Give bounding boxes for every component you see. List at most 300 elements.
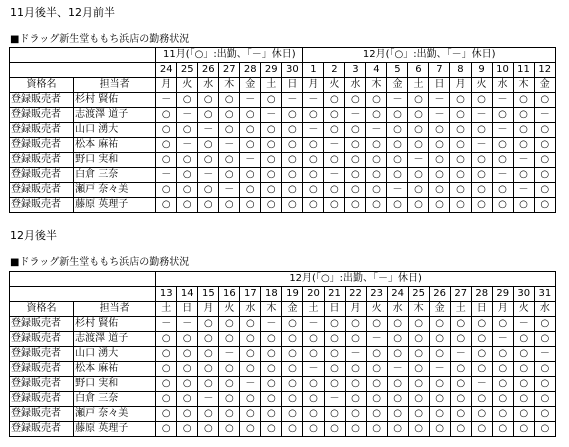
attendance-cell: ○ [219,198,240,213]
day-number: 8 [450,63,471,78]
qualification-cell: 登録販売者 [10,93,74,108]
day-number: 25 [177,63,198,78]
attendance-cell: ○ [156,332,177,347]
attendance-cell: ○ [513,377,534,392]
attendance-cell: － [240,377,261,392]
staff-name-cell: 山口 湧大 [74,123,156,138]
day-number: 26 [198,63,219,78]
attendance-cell: ○ [240,108,261,123]
attendance-cell: ○ [219,108,240,123]
attendance-cell: ○ [450,422,471,437]
attendance-cell: ○ [387,123,408,138]
attendance-cell: － [513,183,534,198]
attendance-cell: ○ [513,138,534,153]
qualification-cell: 登録販売者 [10,377,74,392]
qualification-column-header: 資格名 [10,78,74,93]
attendance-cell: ○ [177,183,198,198]
attendance-cell: ○ [219,362,240,377]
attendance-cell: ○ [471,347,492,362]
attendance-cell: ○ [513,332,534,347]
weekday: 木 [408,302,429,317]
weekday: 火 [471,78,492,93]
attendance-cell: ○ [198,183,219,198]
weekday: 水 [240,302,261,317]
attendance-cell: － [408,153,429,168]
day-number: 24 [156,63,177,78]
table-row [10,138,556,153]
day-number: 21 [324,287,345,302]
attendance-cell: ○ [261,93,282,108]
table-row [10,93,556,108]
attendance-cell: ○ [240,168,261,183]
attendance-cell: ○ [450,183,471,198]
attendance-cell: ○ [282,168,303,183]
attendance-cell: － [492,168,513,183]
attendance-cell: ○ [492,422,513,437]
day-number: 29 [492,287,513,302]
attendance-cell: － [513,317,534,332]
attendance-cell: ○ [198,332,219,347]
staff-name-cell: 瀬戸 奈々美 [74,183,156,198]
attendance-cell: － [261,108,282,123]
table-row [10,153,556,168]
attendance-cell: ○ [513,347,534,362]
weekday: 日 [324,302,345,317]
attendance-cell: ○ [471,332,492,347]
staff-name-cell: 松本 麻祐 [74,138,156,153]
attendance-cell: － [345,347,366,362]
attendance-cell: ○ [303,108,324,123]
qualification-cell: 登録販売者 [10,347,74,362]
weekday: 木 [366,78,387,93]
weekday: 金 [429,302,450,317]
staff-column-header: 担当者 [74,78,156,93]
attendance-cell: ○ [156,153,177,168]
weekday: 水 [492,78,513,93]
attendance-cell: ○ [303,377,324,392]
day-number-row [10,287,556,302]
weekday: 金 [534,78,555,93]
attendance-cell: － [429,362,450,377]
attendance-cell: ○ [261,422,282,437]
attendance-cell: ○ [387,138,408,153]
table-row [10,332,556,347]
attendance-cell: ○ [345,362,366,377]
month-header-dec: 12月(「○」:出勤、「－」休日) [156,272,556,287]
attendance-cell: ○ [471,93,492,108]
qualification-cell: 登録販売者 [10,153,74,168]
attendance-cell: ○ [513,168,534,183]
attendance-cell: ○ [408,317,429,332]
attendance-cell: ○ [534,362,555,377]
attendance-cell: － [219,138,240,153]
attendance-cell: ○ [387,108,408,123]
attendance-cell: ○ [534,377,555,392]
attendance-cell: ○ [450,392,471,407]
attendance-cell: － [534,347,555,362]
attendance-cell: － [366,123,387,138]
attendance-cell: ○ [429,183,450,198]
attendance-cell: ○ [513,198,534,213]
attendance-cell: ○ [534,332,555,347]
attendance-cell: ○ [324,422,345,437]
attendance-cell: ○ [261,332,282,347]
day-number: 4 [366,63,387,78]
attendance-cell: ○ [240,347,261,362]
attendance-cell: ○ [303,153,324,168]
attendance-cell: － [429,108,450,123]
attendance-cell: ○ [282,198,303,213]
attendance-cell: ○ [261,347,282,362]
day-number: 28 [240,63,261,78]
attendance-cell: ○ [429,168,450,183]
weekday: 土 [303,302,324,317]
attendance-cell: ○ [408,183,429,198]
attendance-cell: ○ [471,153,492,168]
attendance-cell: － [156,93,177,108]
attendance-cell: － [303,362,324,377]
weekday: 木 [219,78,240,93]
attendance-cell: ○ [198,198,219,213]
attendance-cell: ○ [534,392,555,407]
attendance-cell: ○ [450,317,471,332]
weekday: 水 [534,302,555,317]
attendance-cell: ○ [282,138,303,153]
attendance-cell: ○ [177,332,198,347]
attendance-cell: ○ [156,138,177,153]
weekday: 金 [387,78,408,93]
attendance-cell: ○ [219,123,240,138]
day-number: 3 [345,63,366,78]
attendance-cell: ○ [198,138,219,153]
attendance-cell: － [177,108,198,123]
attendance-cell: － [387,362,408,377]
weekday-row [10,302,556,317]
attendance-cell: ○ [177,392,198,407]
attendance-cell: ○ [513,392,534,407]
attendance-cell: ○ [240,198,261,213]
attendance-cell: ○ [282,392,303,407]
attendance-cell: ○ [177,198,198,213]
attendance-cell: ○ [240,332,261,347]
attendance-cell: ○ [324,332,345,347]
attendance-cell: ○ [345,93,366,108]
staff-name-cell: 白倉 三奈 [74,392,156,407]
attendance-cell: ○ [366,93,387,108]
attendance-cell: ○ [534,183,555,198]
attendance-cell: ○ [282,407,303,422]
attendance-cell: ○ [408,362,429,377]
attendance-cell: ○ [345,332,366,347]
day-number: 9 [471,63,492,78]
attendance-cell: － [450,347,471,362]
attendance-cell: ○ [177,377,198,392]
attendance-cell: ○ [282,377,303,392]
attendance-cell: ○ [156,198,177,213]
weekday: 木 [513,78,534,93]
section2-label: 12月後半 [10,229,57,242]
attendance-cell: ○ [240,407,261,422]
header-spacer [10,272,156,287]
attendance-cell: ○ [198,93,219,108]
attendance-cell: ○ [177,422,198,437]
day-number: 15 [198,287,219,302]
day-number: 20 [303,287,324,302]
attendance-cell: － [198,392,219,407]
attendance-cell: ○ [492,138,513,153]
attendance-cell: ○ [156,123,177,138]
attendance-cell: － [513,153,534,168]
attendance-cell: ○ [219,392,240,407]
attendance-cell: ○ [429,347,450,362]
weekday: 水 [345,78,366,93]
attendance-cell: ○ [492,347,513,362]
attendance-cell: ○ [345,183,366,198]
attendance-cell: ○ [261,153,282,168]
attendance-cell: ○ [408,198,429,213]
attendance-cell: ○ [303,347,324,362]
qualification-cell: 登録販売者 [10,138,74,153]
qualification-cell: 登録販売者 [10,108,74,123]
attendance-cell: ○ [282,123,303,138]
qualification-cell: 登録販売者 [10,362,74,377]
staff-name-cell: 杉村 賢佑 [74,317,156,332]
attendance-cell: ○ [492,183,513,198]
weekday: 金 [282,302,303,317]
attendance-cell: － [429,93,450,108]
attendance-cell: ○ [219,168,240,183]
attendance-cell: ○ [513,108,534,123]
day-number: 19 [282,287,303,302]
day-number: 17 [240,287,261,302]
attendance-cell: ○ [513,93,534,108]
attendance-cell: ○ [240,183,261,198]
attendance-cell: ○ [492,108,513,123]
attendance-cell: ○ [156,347,177,362]
attendance-cell: ○ [240,138,261,153]
attendance-cell: － [471,377,492,392]
attendance-cell: ○ [408,108,429,123]
attendance-cell: ○ [324,347,345,362]
attendance-cell: ○ [471,183,492,198]
attendance-cell: ○ [324,123,345,138]
attendance-cell: ○ [240,317,261,332]
weekday: 火 [219,302,240,317]
attendance-cell: ○ [324,377,345,392]
attendance-cell: ○ [366,362,387,377]
attendance-cell: ○ [261,138,282,153]
attendance-cell: ○ [366,138,387,153]
attendance-cell: ○ [240,392,261,407]
table-row [10,108,556,123]
attendance-cell: ○ [282,362,303,377]
attendance-cell: ○ [366,407,387,422]
weekday: 日 [471,302,492,317]
day-number: 30 [513,287,534,302]
attendance-cell: ○ [492,153,513,168]
attendance-cell: ○ [408,138,429,153]
attendance-cell: ○ [156,422,177,437]
qualification-cell: 登録販売者 [10,123,74,138]
attendance-cell: ○ [408,123,429,138]
section2-caption: ■ドラッグ新生堂ももち浜店の勤務状況 [10,257,190,268]
attendance-cell: ○ [282,183,303,198]
attendance-cell: ○ [219,332,240,347]
attendance-cell: ○ [429,407,450,422]
attendance-cell: ○ [261,168,282,183]
attendance-cell: ○ [492,392,513,407]
attendance-cell: － [303,317,324,332]
attendance-cell: － [303,123,324,138]
attendance-cell: ○ [429,332,450,347]
attendance-cell: ○ [408,377,429,392]
day-number: 30 [282,63,303,78]
attendance-cell: ○ [345,123,366,138]
qualification-cell: 登録販売者 [10,392,74,407]
attendance-cell: ○ [219,153,240,168]
attendance-cell: ○ [450,377,471,392]
header-spacer [10,63,156,78]
attendance-cell: － [324,138,345,153]
attendance-cell: ○ [492,377,513,392]
day-number: 10 [492,63,513,78]
attendance-cell: ○ [387,377,408,392]
attendance-cell: ○ [345,138,366,153]
staff-name-cell: 藤原 英理子 [74,422,156,437]
qualification-cell: 登録販売者 [10,332,74,347]
attendance-cell: ○ [240,123,261,138]
attendance-cell: － [156,168,177,183]
table-row [10,407,556,422]
qualification-cell: 登録販売者 [10,168,74,183]
attendance-cell: ○ [366,183,387,198]
attendance-cell: ○ [282,347,303,362]
staff-name-cell: 野口 実和 [74,377,156,392]
attendance-cell: ○ [303,168,324,183]
attendance-cell: ○ [513,422,534,437]
attendance-cell: ○ [198,153,219,168]
attendance-cell: ○ [177,407,198,422]
attendance-cell: － [240,153,261,168]
attendance-cell: － [387,183,408,198]
attendance-cell: － [240,93,261,108]
attendance-cell: ○ [303,392,324,407]
attendance-cell: ○ [366,198,387,213]
table-row [10,422,556,437]
attendance-cell: ○ [408,422,429,437]
attendance-cell: ○ [408,168,429,183]
attendance-cell: ○ [282,422,303,437]
attendance-cell: ○ [471,422,492,437]
attendance-cell: ○ [303,183,324,198]
weekday: 金 [240,78,261,93]
attendance-cell: ○ [387,422,408,437]
attendance-cell: ○ [324,93,345,108]
attendance-cell: ○ [534,422,555,437]
attendance-cell: ○ [156,108,177,123]
attendance-cell: ○ [534,317,555,332]
attendance-cell: ○ [345,317,366,332]
attendance-cell: ○ [261,198,282,213]
attendance-cell: ○ [450,93,471,108]
attendance-cell: ○ [492,362,513,377]
weekday: 月 [198,302,219,317]
attendance-cell: ○ [177,93,198,108]
attendance-cell: － [198,168,219,183]
month-header-nov: 11月(「○」:出勤、「－」休日) [156,48,303,63]
staff-name-cell: 瀬戸 奈々美 [74,407,156,422]
attendance-cell: ○ [156,377,177,392]
attendance-cell: － [324,168,345,183]
attendance-cell: ○ [534,123,555,138]
attendance-cell: ○ [345,407,366,422]
attendance-cell: ○ [450,153,471,168]
weekday: 水 [198,78,219,93]
table-row [10,377,556,392]
attendance-cell: ○ [198,362,219,377]
attendance-cell: ○ [198,317,219,332]
attendance-cell: ○ [471,407,492,422]
attendance-cell: ○ [303,198,324,213]
table-row [10,362,556,377]
weekday: 土 [156,302,177,317]
attendance-cell: － [282,93,303,108]
day-number: 2 [324,63,345,78]
staff-name-cell: 藤原 英理子 [74,198,156,213]
attendance-cell: ○ [240,362,261,377]
attendance-cell: ○ [261,362,282,377]
attendance-cell: ○ [534,138,555,153]
attendance-cell: ○ [303,332,324,347]
attendance-cell: ○ [408,407,429,422]
day-number: 12 [534,63,555,78]
day-number: 29 [261,63,282,78]
attendance-cell: ○ [450,138,471,153]
attendance-cell: － [387,93,408,108]
attendance-cell: ○ [534,153,555,168]
attendance-cell: ○ [387,198,408,213]
attendance-cell: ○ [156,407,177,422]
qualification-cell: 登録販売者 [10,422,74,437]
staff-name-cell: 杉村 賢佑 [74,93,156,108]
day-number: 16 [219,287,240,302]
attendance-cell: ○ [156,362,177,377]
attendance-cell: ○ [366,347,387,362]
day-number: 5 [387,63,408,78]
attendance-cell: ○ [261,183,282,198]
day-number: 11 [513,63,534,78]
attendance-cell: ○ [177,362,198,377]
day-number: 24 [387,287,408,302]
attendance-cell: ○ [282,317,303,332]
weekday: 日 [177,302,198,317]
attendance-cell: ○ [282,108,303,123]
attendance-cell: ○ [387,332,408,347]
weekday: 月 [156,78,177,93]
attendance-cell: ○ [282,332,303,347]
attendance-cell: ○ [324,108,345,123]
attendance-cell: － [492,332,513,347]
weekday-row [10,78,556,93]
attendance-cell: ○ [429,138,450,153]
attendance-cell: ○ [471,392,492,407]
attendance-cell: ○ [198,422,219,437]
staff-name-cell: 山口 湧大 [74,347,156,362]
attendance-cell: ○ [366,168,387,183]
attendance-cell: ○ [324,153,345,168]
attendance-cell: ○ [366,108,387,123]
attendance-cell: ○ [345,168,366,183]
